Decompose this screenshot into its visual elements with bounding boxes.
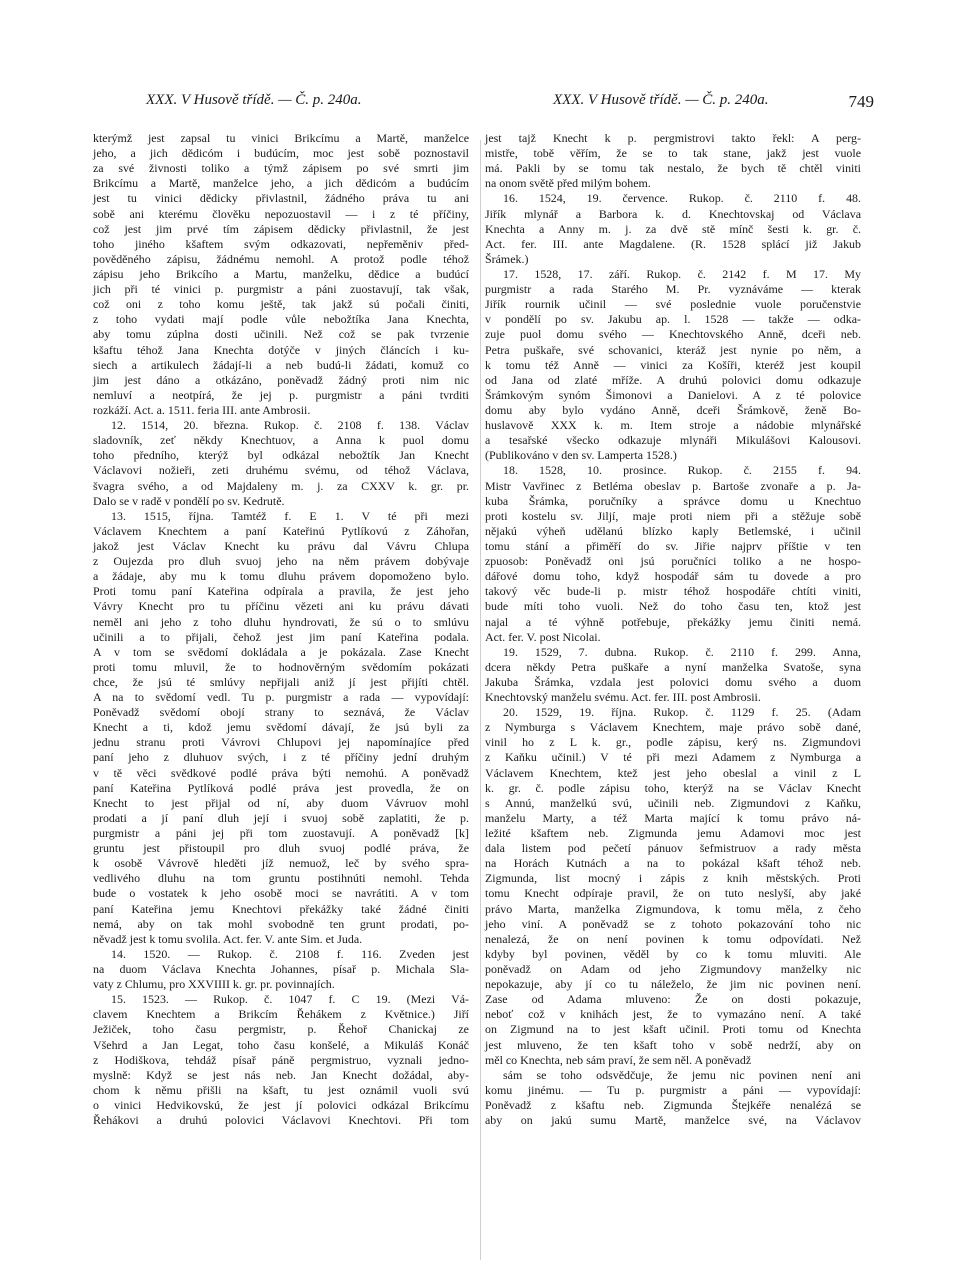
- text-line: Šrámkovým synóm Šimonovi a Danielovi. A z té polovice: [485, 387, 861, 402]
- text-line: 13. 1515, října. Tamtéž f. E 1. V té při mezi: [111, 508, 469, 523]
- running-title-left: XXX. V Husově třídě. — Č. p. 240a.: [146, 92, 362, 108]
- text-line: k tomu též Anně — vinici za Košíři, kteréž jest koupil: [485, 357, 861, 372]
- text-line: dcera někdy Petra puškaře a nyní manželka Svatoše, syna: [485, 659, 861, 674]
- text-line: Zase od Adama mluveno: Že on dosti pokazuje,: [485, 992, 861, 1007]
- text-line: mistře, tobě věřím, že se to tak stane, jakž jest vuole: [485, 146, 861, 161]
- text-line: Jiřík mlynář a Barbora k. d. Knechtovskaj od Václava: [485, 206, 861, 221]
- text-line: proti kostelu sv. Jiljí, maje proti niem při a stěžuje sobě: [485, 508, 861, 523]
- text-line: 20. 1529, 19. října. Rukop. č. 1129 f. 25. (Adam: [503, 705, 861, 720]
- text-line: vedlivého dluhu na tom gruntu postihnúti nemohl. Tehda: [93, 871, 469, 886]
- text-line: měl co Knechta, neb sám praví, že sem něl. A poněvadž: [485, 1052, 752, 1067]
- left-column: [93, 131, 469, 1128]
- text-line: 18. 1528, 10. prosince. Rukop. č. 2155 f. 94.: [503, 463, 861, 478]
- text-line: jich při té vinici p. purgmistr a páni zuostavují, tak však,: [93, 282, 469, 297]
- column-divider: [480, 140, 481, 1260]
- text-line: Václavem Knechtem, ktež jest jeho obeslal a vinil z L: [485, 765, 861, 780]
- text-line: z Oujezda pro dluh svuoj jeho na něm právem dobývaje: [93, 554, 469, 569]
- text-line: jest mluveno, že ten kšaft toho v sobě nedrží, aby on: [485, 1037, 861, 1052]
- text-line: Knechta a Anny m. j. za dvě stě mínč šesti k. gr. č.: [485, 221, 861, 236]
- text-line: zuje puol domu svého — Knechtovského Anně, dceři neb.: [485, 327, 861, 342]
- text-line: myslně: Když se jest nás neb. Jan Knecht dožádal, aby-: [93, 1067, 469, 1082]
- text-line: za své živnosti toliko a týmž zápisem po své smrti jim: [93, 161, 469, 176]
- text-line: manželu Marty, a též Marta mající k tomu právo ná-: [485, 810, 861, 825]
- text-line: dala listem pod pečetí pánuov šefmistruov a rady města: [485, 841, 861, 856]
- running-header: [88, 92, 874, 116]
- text-line: rozkáží. Act. a. 1511. feria III. ante Ambrosii.: [93, 402, 311, 417]
- text-line: komu jinému. — Tu p. purgmistr a páni — vypovídají:: [485, 1082, 861, 1097]
- text-line: z Hodiškova, tehdáž písař páně pergmistruo, vyznali jedno-: [93, 1052, 469, 1067]
- text-line: poněvadž on Adam od jeho Zigmundovy manželky nic: [485, 962, 861, 977]
- text-line: 14. 1520. — Rukop. č. 2108 f. 116. Zveden jest: [111, 946, 469, 961]
- text-line: on Zigmund na to jest kšaft učinil. Proti tomu od Knechta: [485, 1022, 861, 1037]
- text-line: paní Kateřina Pytlíková podlé práva jest provedla, že on: [93, 780, 469, 795]
- text-line: tomu Knecht odpíraje pravil, že on tuto neslyší, aby jaké: [485, 886, 861, 901]
- text-line: proti tomu mluvil, že to hodnověrným svědomím pokázati: [93, 659, 469, 674]
- text-line: takový věc bude-li p. mistr téhož hospodáře chtíti viniti,: [485, 584, 861, 599]
- text-line: A v tom se svědomí dokládala a je pokázala. Zase Knecht: [93, 644, 469, 659]
- text-line: Dalo se v radě v pondělí po sv. Kedrutě.: [93, 493, 285, 508]
- text-line: s Annú, manželkú svú, učinili neb. Zigmundovi z Kaňku,: [485, 795, 861, 810]
- text-line: aby tomu zúplna dosti učinili. Než což se pak tvrzenie: [93, 327, 469, 342]
- text-line: (Publikováno v den sv. Lamperta 1528.): [485, 448, 677, 463]
- text-line: jim jest dáno a otkázáno, poněvadž žádný proti nim nic: [93, 372, 469, 387]
- text-line: ležité kšaftem neb. Zigmunda jemu Adamovi moc jest: [485, 826, 861, 841]
- text-line: purgmistr a páni jej při tom zuostavují. A poněvadž [k]: [93, 826, 469, 841]
- text-line: o vinici Hedvikovskú, že jest jí polovici odkázal Brikcímu: [93, 1098, 469, 1112]
- text-line: pověděného zápisu, žádnému nemohl. A protož podle téhož: [93, 251, 469, 266]
- text-line: chce, že jsú té smlúvy nepřijali aniž jí jest přijíti chtěl.: [93, 674, 469, 689]
- text-line: švagra svého, a od Majdaleny m. j. za CXXV k. gr. pr.: [93, 478, 469, 493]
- text-line: Act. fer. III. ante Magdalene. (R. 1528 splácí již Jakub: [485, 236, 861, 251]
- text-line: jest tajž Knecht k p. pergmistrovi takto řekl: A perg-: [485, 131, 861, 145]
- text-line: toho jiného kšaftem svým odkazovati, nepřeměniv před-: [93, 236, 469, 251]
- text-line: 15. 1523. — Rukop. č. 1047 f. C 19. (Mezi Vá-: [111, 992, 469, 1007]
- text-line: purgmistr a rada Starého M. Pr. vyznáváme — kterak: [485, 282, 861, 297]
- text-line: na Horách Kutnách a na to pokázal kšaft téhož neb.: [485, 856, 861, 871]
- text-line: vinil ho z L k. gr., podle zápisu, kerý ns. Zigmundovi: [485, 735, 861, 750]
- text-line: nenalezá, že on není povinen k tomu odpovídati. Než: [485, 931, 861, 946]
- text-line: gruntu jest přistoupil pro dluh svuoj podlé práva, že: [93, 841, 469, 856]
- text-line: k. gr. č. podle zápisu toho, kterýž na se Václav Knecht: [485, 780, 861, 795]
- text-line: Jiřík rournik učinil — své poslednie vuole poručenstvie: [485, 297, 861, 312]
- text-line: Václavem Knechtem a paní Kateřinú Pytlíkovú z Záhořan,: [93, 523, 469, 538]
- text-line: Ježiček, toho času pergmistr, p. Řehoř Chanickaj ze: [93, 1022, 469, 1037]
- text-line: na duom Václava Knechta Johannes, písař p. Michala Sla-: [93, 962, 469, 977]
- text-line: Zigmunda, list mocný i zápis z knih městských. Proti: [485, 871, 861, 886]
- text-line: Poněvadž z kšaftu neb. Zigmunda Štejkéře nenalézá se: [485, 1098, 861, 1112]
- text-line: kšaftu téhož Jana Knechta dotýče v jiných článcích i ku-: [93, 342, 469, 357]
- text-line: paní Kateřina jemu Knechtovi překážky také žádné činiti: [93, 901, 469, 916]
- text-line: sladovník, zeť někdy Knechtuov, a Anna k puol domu: [93, 433, 469, 448]
- text-line: zpuosob: Poněvadž oni jsú poručníci toliko a ne hospo-: [485, 554, 861, 569]
- text-line: jednu stranu proti Vávrovi Chlupovi jej napomínajíce před: [93, 735, 469, 750]
- text-line: něvadž jest k tomu svolila. Act. fer. V. ante Sim. et Juda.: [93, 931, 363, 946]
- text-line: paní jeho z dluhuov svých, i z té příčiny jední druhým: [93, 750, 469, 765]
- text-line: a tesařské všecko odkazuje mlynáři Mikulášovi Kalousovi.: [485, 433, 861, 448]
- text-line: 17. 1528, 17. září. Rukop. č. 2142 f. M 17. My: [503, 266, 861, 281]
- text-line: kterýmž jest zapsal tu vinici Brikcímu a Martě, manželce: [93, 131, 469, 145]
- text-line: 19. 1529, 7. dubna. Rukop. č. 2110 f. 299. Anna,: [503, 644, 861, 659]
- text-line: z Kaňku učinil.) V té při mezi Adamem z Nymburga a: [485, 750, 861, 765]
- text-line: Všehrd a Jan Legat, toho času konšelé, a Mikuláš Konáč: [93, 1037, 469, 1052]
- text-line: Vávry Knecht pro tu příčinu vězeti ani ku právu dávati: [93, 599, 469, 614]
- text-line: kdyby byl povinen, věděl by co k tomu mluviti. Ale: [485, 946, 861, 961]
- text-line: dářové domu toho, když hospodář sám tu dovede a pro: [485, 569, 861, 584]
- text-line: Václavovi nožieři, zeti druhému svému, od téhož Václava,: [93, 463, 469, 478]
- text-line: učinili a to přijali, čehož jest jim paní Kateřina podala.: [93, 629, 469, 644]
- text-line: bude míti toho vuoli. Než do toho času ten, ktož jest: [485, 599, 861, 614]
- text-line: domu aby bylo vydáno Anně, dceři Šrámkově, ženě Bo-: [485, 402, 861, 417]
- text-line: Act. fer. V. post Nicolai.: [485, 629, 601, 644]
- text-line: Knechtovský manželu svému. Act. fer. III. post Ambrosii.: [485, 690, 761, 705]
- running-title-right: XXX. V Husově třídě. — Č. p. 240a.: [553, 92, 769, 108]
- text-line: což jest jim prvé tím zápisem dědicky přivlastnil, že jest: [93, 221, 469, 236]
- text-line: v pondělí po sv. Jakubu ap. l. 1528 — takže — odka-: [485, 312, 861, 327]
- text-line: a žádaje, aby mu k tomu dluhu právem dopomoženo bylo.: [93, 569, 469, 584]
- text-line: v tě věci svědkové podlé práva býti nemohú. A poněvadž: [93, 765, 469, 780]
- text-line: nemluví a neotpírá, že jej p. purgmistr a páni tvrditi: [93, 387, 469, 402]
- text-line: chom k němu přišli na kšaft, tu jest oznámil vuoli svú: [93, 1082, 469, 1097]
- text-line: Knecht to jest přijal od ní, aby duom Vávruov mohl: [93, 795, 469, 810]
- text-line: tomu stání a přiměří do sv. Jiřie najprv příštie v ten: [485, 538, 861, 553]
- text-line: jeho viní. A poněvadž se z tohoto pokazování toho nic: [485, 916, 861, 931]
- text-line: Řehákovi a druhú polovici Václavovi Knechtovi. Při tom: [93, 1113, 469, 1128]
- text-line: Brikcímu a Martě, manželce jeho, a jich dědicóm a budúcím: [93, 176, 469, 191]
- text-line: Knecht a ti, kdož jemu svědomí dávají, že jsú byli za: [93, 720, 469, 735]
- text-line: z Nymburga s Václavem Knechtem, maje právo sobě dané,: [485, 720, 861, 735]
- text-line: Proti tomu paní Kateřina odpírala a pravila, že jest jeho: [93, 584, 469, 599]
- text-line: Petra puškaře, své schovanici, kteráž jest nynie po něm, a: [485, 342, 861, 357]
- text-line: 16. 1524, 19. července. Rukop. č. 2110 f. 48.: [503, 191, 861, 206]
- text-line: aby on jakú sumu Martě, manželce své, na Václavov: [485, 1113, 861, 1128]
- text-line: Mistr Vavřinec z Betléma obeslav p. Bartoše zvonaře a p. Ja-: [485, 478, 861, 493]
- text-line: což oni z toho komu ještě, tak jakž sú počali činiti,: [93, 297, 469, 312]
- text-line: kuba Šrámka, poručníky a správce domu u Knechtuo: [485, 493, 861, 508]
- text-line: neměl ani jeho z toho dluhu hyndrovati, že sú o to smlúvu: [93, 614, 469, 629]
- text-line: jakož jest Václav Knecht ku právu dal Vávru Chlupa: [93, 538, 469, 553]
- text-line: na onom světě před milým bohem.: [485, 176, 651, 191]
- text-line: jest tu vinici dědicky přivlastnil, žádného práva tu ani: [93, 191, 469, 206]
- text-line: nemá, aby on tak mohl svobodně ten grunt prodati, po-: [93, 916, 469, 931]
- text-line: nepokazuje, aby jí co tu náleželo, že jim nic povinen není.: [485, 977, 861, 992]
- text-line: bude o vostatek k jeho osobě moci se navrátiti. A v tom: [93, 886, 469, 901]
- text-line: toho předního, kterýž byl odkázal nebožtík Jan Knecht: [93, 448, 469, 463]
- text-line: Jakuba Šrámka, vzdala jest polovici domu svého a duom: [485, 674, 861, 689]
- right-column: [485, 131, 861, 1128]
- text-line: vaty z Chlumu, pro XXVIIII k. gr. pr. povinnajích.: [93, 977, 335, 992]
- text-line: 12. 1514, 20. března. Rukop. č. 2108 f. 138. Václav: [111, 418, 469, 433]
- page-number: 749: [848, 92, 874, 111]
- text-line: prodati a jí paní dluh její i svuoj sobě zaplatiti, že p.: [93, 810, 469, 825]
- text-line: zápisu jeho Brikcího a Martu, manželku, dědice a budúcí: [93, 266, 469, 281]
- text-line: siech a artikulech žádají-li a neb budú-li žádati, komuž co: [93, 357, 469, 372]
- text-line: A na to svědomí vedl. Tu p. purgmistr a rada — vypovídají:: [93, 690, 469, 705]
- text-line: z toho vydati mají podle vůle nebožtíka Jana Knechta,: [93, 312, 469, 327]
- text-line: Šrámek.): [485, 251, 529, 266]
- text-line: má. Pakli by se tomu tak nestalo, že bych tě chtěl viniti: [485, 161, 861, 176]
- text-line: clavem Knechtem a Brikcím Řehákem z Květnice.) Jiří: [93, 1007, 469, 1022]
- text-line: sám se toho odsvědčuje, že jemu nic povinen není ani: [503, 1067, 861, 1082]
- text-line: najal a té výhně potřebuje, překážky jemu činiti nemá.: [485, 614, 861, 629]
- text-line: jeho, a jich dědicóm i budúcím, moc jest sobě poznostavil: [93, 146, 469, 161]
- text-line: k osobě Vávrově hleděti jíž nemuož, leč by svého spra-: [93, 856, 469, 871]
- text-line: neboť což v knihách jest, že to vymazáno není. A také: [485, 1007, 861, 1022]
- text-line: právo Marta, manželka Zigmundova, k tomu měla, z čeho: [485, 901, 861, 916]
- text-line: sobě ani kterému člověku nepozuostavil — i z té příčiny,: [93, 206, 469, 221]
- text-line: od Jana od zlaté mříže. A druhú polovici domu odkazuje: [485, 372, 861, 387]
- text-line: huslavově XXX k. m. Item stroje a nádobie mlynářské: [485, 418, 861, 433]
- text-line: nějakú výheň udělanú blízko kaply Betlemské, i učinil: [485, 523, 861, 538]
- text-line: Poněvadž svědomí obojí strany to seznává, že Václav: [93, 705, 469, 720]
